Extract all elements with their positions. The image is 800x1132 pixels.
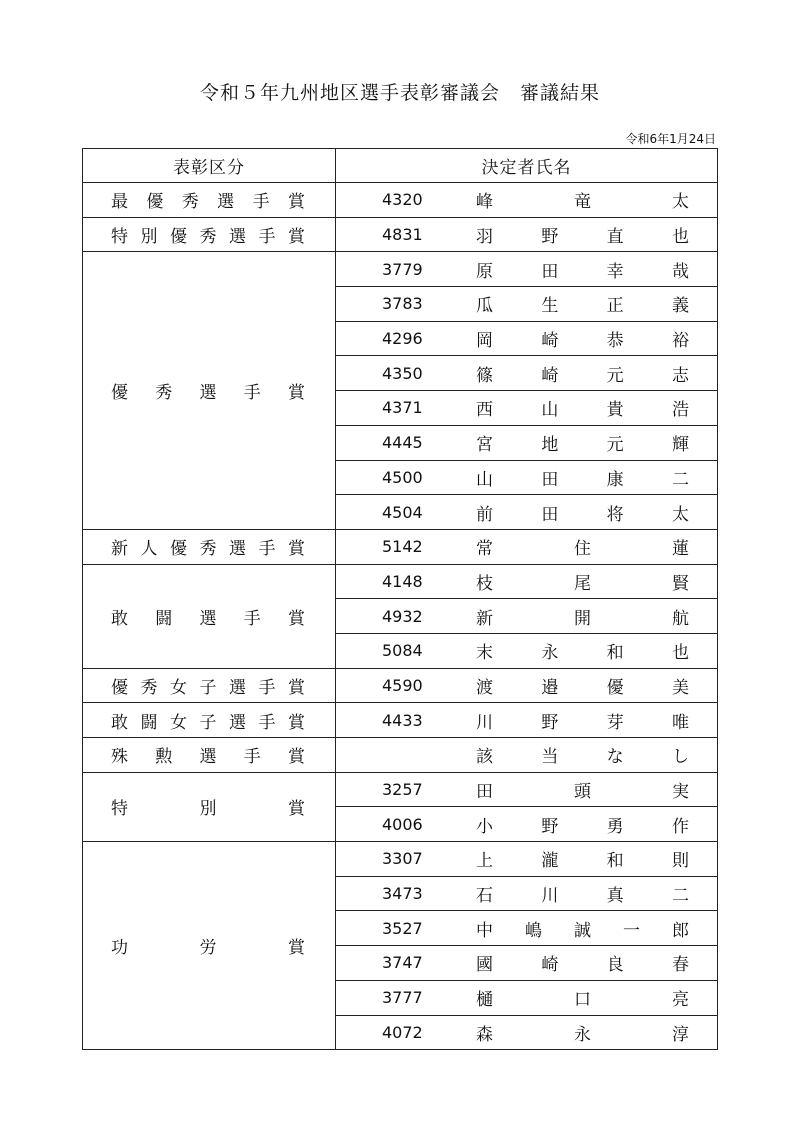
name-char: 亮	[672, 990, 689, 1011]
name-char: 山	[541, 400, 559, 421]
racer-number: 4148	[382, 571, 423, 591]
name-char: 該	[476, 747, 493, 768]
name-char: 山	[476, 469, 493, 490]
racer-name	[418, 430, 717, 455]
racer-name	[418, 881, 717, 906]
winner-cell	[336, 183, 718, 218]
award-char: 手	[243, 383, 261, 404]
racer-name	[418, 257, 717, 282]
name-char: 也	[671, 643, 689, 664]
name-char: 志	[671, 365, 689, 386]
name-char: 頭	[574, 782, 591, 803]
award-char: 選	[199, 608, 217, 629]
racer-number: 4831	[382, 225, 423, 245]
racer-number: 4320	[382, 190, 423, 210]
racer-name	[418, 673, 717, 698]
name-char: 川	[476, 712, 493, 733]
name-char: 前	[476, 504, 493, 525]
award-char: 賞	[288, 712, 305, 733]
racer-name	[418, 604, 717, 629]
award-category-label	[83, 534, 335, 559]
name-char: 勇	[606, 816, 624, 837]
name-char: 末	[476, 643, 493, 664]
name-char: な	[606, 747, 624, 768]
name-char: 中	[476, 920, 493, 941]
award-char: 敢	[111, 608, 128, 629]
name-char: 岡	[476, 331, 493, 352]
name-char: 良	[606, 955, 624, 976]
name-char: 元	[606, 365, 624, 386]
award-char: 別	[199, 799, 217, 820]
racer-number: 4932	[382, 606, 423, 626]
winner-cell	[336, 842, 718, 877]
racer-number: 4296	[382, 329, 423, 349]
racer-name	[418, 742, 717, 767]
award-char: 秀	[140, 677, 158, 698]
award-char: 手	[258, 677, 276, 698]
name-char: 春	[671, 955, 689, 976]
table-row	[83, 183, 718, 218]
winner-cell	[336, 356, 718, 391]
award-category-label	[83, 222, 335, 247]
award-char: 賞	[288, 799, 305, 820]
racer-number: 4072	[382, 1022, 423, 1042]
name-char: 哉	[671, 261, 689, 282]
winner-cell	[336, 495, 718, 530]
award-char: 選	[229, 227, 246, 248]
winner-cell	[336, 633, 718, 668]
award-category-cell	[83, 842, 336, 1050]
document-date: 令和6年1月24日	[625, 132, 716, 146]
award-char: 賞	[288, 539, 305, 560]
name-char: 口	[574, 990, 591, 1011]
racer-name	[418, 916, 717, 941]
award-category-cell	[83, 772, 336, 841]
racer-number: 4433	[382, 710, 423, 730]
table-row	[83, 564, 718, 599]
award-char: 優	[146, 192, 164, 213]
racer-number: 5084	[382, 641, 423, 661]
name-char: 実	[672, 782, 689, 803]
name-char: 田	[541, 261, 559, 282]
racer-number: 4500	[382, 467, 423, 487]
award-char: 優	[170, 539, 187, 560]
header-award-category: 表彰区分	[83, 149, 336, 183]
racer-name	[418, 777, 717, 802]
award-category-label	[83, 187, 335, 212]
racer-number: 3473	[382, 884, 423, 904]
award-category-label	[83, 378, 335, 403]
name-char: 元	[606, 435, 624, 456]
name-char: 枝	[476, 573, 493, 594]
winner-cell	[336, 703, 718, 738]
racer-name	[418, 222, 717, 247]
racer-name	[418, 361, 717, 386]
racer-name	[418, 708, 717, 733]
award-char: 手	[258, 539, 276, 560]
name-char: 永	[574, 1024, 591, 1045]
award-category-cell	[83, 564, 336, 668]
award-category-cell	[83, 703, 336, 738]
name-char: 航	[672, 608, 689, 629]
name-char: 唯	[671, 712, 689, 733]
name-char: 浩	[671, 400, 689, 421]
name-char: 野	[541, 227, 559, 248]
racer-name	[418, 569, 717, 594]
award-category-label	[83, 933, 335, 958]
racer-number: 5142	[382, 537, 423, 557]
racer-number: 4590	[382, 675, 423, 695]
name-char: 瓜	[476, 296, 493, 317]
name-char: 篠	[476, 365, 493, 386]
table-row	[83, 703, 718, 738]
name-char: 直	[606, 227, 624, 248]
racer-name	[418, 326, 717, 351]
racer-name	[418, 638, 717, 663]
name-char: 崎	[541, 955, 559, 976]
name-char: 開	[574, 608, 591, 629]
award-char: 手	[243, 747, 261, 768]
winner-cell	[336, 1015, 718, 1050]
name-char: 則	[671, 851, 689, 872]
racer-number: 3307	[382, 849, 423, 869]
racer-number: 3747	[382, 953, 423, 973]
award-char: 子	[199, 712, 217, 733]
winner-cell	[336, 738, 718, 773]
award-char: 選	[229, 539, 246, 560]
winner-cell	[336, 287, 718, 322]
award-char: 優	[170, 227, 187, 248]
name-char: 恭	[606, 331, 624, 352]
award-char: 特	[111, 799, 128, 820]
award-category-cell	[83, 738, 336, 773]
name-char: 和	[606, 851, 624, 872]
table-row	[83, 529, 718, 564]
award-char: 賞	[287, 192, 305, 213]
winner-cell	[336, 772, 718, 807]
award-char: 賞	[288, 227, 305, 248]
name-char: 常	[476, 539, 493, 560]
award-char: 賞	[288, 938, 305, 959]
racer-number: 4350	[382, 363, 423, 383]
name-char: 國	[476, 955, 493, 976]
name-char: 輝	[671, 435, 689, 456]
winner-cell	[336, 529, 718, 564]
name-char: 渡	[476, 677, 493, 698]
award-char: 選	[199, 383, 217, 404]
name-char: 瀧	[541, 851, 559, 872]
racer-name	[418, 187, 717, 212]
name-char: 崎	[541, 365, 559, 386]
name-char: 美	[671, 677, 689, 698]
award-category-label	[83, 673, 335, 698]
name-char: 峰	[476, 192, 493, 213]
award-char: 子	[199, 677, 217, 698]
winner-cell	[336, 321, 718, 356]
award-category-cell	[83, 183, 336, 218]
name-char: 二	[671, 886, 689, 907]
racer-name	[418, 846, 717, 871]
award-char: 殊	[111, 747, 128, 768]
name-char: 邉	[541, 677, 559, 698]
name-char: 嶋	[525, 920, 542, 941]
award-category-label	[83, 708, 335, 733]
award-category-label	[83, 794, 335, 819]
table-row	[83, 252, 718, 287]
name-char: 二	[671, 469, 689, 490]
racer-number: 3783	[382, 294, 423, 314]
award-char: 秀	[155, 383, 173, 404]
award-char: 闘	[140, 712, 158, 733]
name-char: 樋	[476, 990, 493, 1011]
award-char: 賞	[288, 608, 305, 629]
name-char: 義	[671, 296, 689, 317]
award-char: 功	[111, 938, 128, 959]
name-char: 川	[541, 886, 559, 907]
winner-cell	[336, 391, 718, 426]
name-char: 優	[606, 677, 624, 698]
name-char: 野	[541, 712, 559, 733]
name-char: 地	[541, 435, 559, 456]
name-char: 森	[476, 1024, 493, 1045]
name-char: 田	[476, 782, 493, 803]
award-category-cell	[83, 529, 336, 564]
name-char: 裕	[671, 331, 689, 352]
name-char: 小	[476, 816, 493, 837]
winner-cell	[336, 876, 718, 911]
name-char: 一	[623, 920, 640, 941]
name-char: 将	[606, 504, 624, 525]
table-row	[83, 842, 718, 877]
racer-number: 3779	[382, 259, 423, 279]
table-row	[83, 738, 718, 773]
name-char: 新	[476, 608, 493, 629]
award-char: 手	[243, 608, 261, 629]
result-table	[82, 148, 718, 1050]
award-char: 優	[111, 677, 128, 698]
name-char: 真	[606, 886, 624, 907]
racer-number: 3777	[382, 988, 423, 1008]
award-category-label	[83, 604, 335, 629]
name-char: 田	[541, 504, 559, 525]
header-winner-name: 決定者氏名	[336, 149, 718, 183]
name-char: 和	[606, 643, 624, 664]
award-char: 賞	[288, 747, 305, 768]
name-char: 上	[476, 851, 493, 872]
name-char: 当	[541, 747, 559, 768]
name-char: 尾	[574, 573, 591, 594]
award-char: 選	[217, 192, 235, 213]
award-char: 賞	[288, 383, 305, 404]
name-char: 羽	[476, 227, 493, 248]
name-char: 永	[541, 643, 559, 664]
name-char: 西	[476, 400, 493, 421]
name-char: 石	[476, 886, 493, 907]
racer-name	[418, 812, 717, 837]
award-char: 敢	[111, 712, 128, 733]
name-char: 原	[476, 261, 493, 282]
name-char: 芽	[606, 712, 624, 733]
table-header-row	[83, 149, 718, 183]
name-char: 宮	[476, 435, 493, 456]
award-char: 選	[229, 677, 246, 698]
name-char: 生	[541, 296, 559, 317]
name-char: 太	[672, 192, 689, 213]
winner-cell	[336, 217, 718, 252]
award-char: 選	[229, 712, 246, 733]
name-char: 太	[671, 504, 689, 525]
award-char: 手	[252, 192, 270, 213]
name-char: 竜	[574, 192, 591, 213]
award-category-cell	[83, 217, 336, 252]
racer-number: 3527	[382, 918, 423, 938]
racer-name	[418, 500, 717, 525]
table-row	[83, 668, 718, 703]
winner-cell	[336, 425, 718, 460]
award-char: 秀	[181, 192, 199, 213]
award-category-label	[83, 742, 335, 767]
name-char: 郎	[672, 920, 689, 941]
name-char: 幸	[606, 261, 624, 282]
award-char: 女	[170, 677, 187, 698]
racer-number: 4504	[382, 502, 423, 522]
racer-number: 4371	[382, 398, 423, 418]
winner-cell	[336, 807, 718, 842]
winner-cell	[336, 946, 718, 981]
name-char: 作	[671, 816, 689, 837]
racer-name	[418, 465, 717, 490]
racer-name	[418, 950, 717, 975]
racer-name	[418, 291, 717, 316]
name-char: 住	[574, 539, 591, 560]
name-char: 康	[606, 469, 624, 490]
award-char: 特	[111, 227, 128, 248]
winner-cell	[336, 668, 718, 703]
name-char: 也	[671, 227, 689, 248]
winner-cell	[336, 980, 718, 1015]
award-char: 手	[258, 712, 276, 733]
award-char: 秀	[199, 539, 217, 560]
award-char: 手	[258, 227, 276, 248]
racer-name	[418, 534, 717, 559]
award-char: 選	[199, 747, 217, 768]
award-char: 秀	[199, 227, 217, 248]
award-char: 新	[111, 539, 128, 560]
name-char: 野	[541, 816, 559, 837]
award-char: 最	[111, 192, 128, 213]
name-char: 蓮	[672, 539, 689, 560]
page-title: 令和５年九州地区選手表彰審議会 審議結果	[199, 82, 600, 104]
award-char: 人	[140, 539, 158, 560]
table-row	[83, 772, 718, 807]
racer-number: 4445	[382, 433, 423, 453]
name-char: 誠	[574, 920, 591, 941]
award-char: 女	[170, 712, 187, 733]
table-row	[83, 217, 718, 252]
winner-cell	[336, 599, 718, 634]
racer-number: 3257	[382, 780, 423, 800]
award-category-cell	[83, 252, 336, 530]
winner-cell	[336, 460, 718, 495]
name-char: 正	[606, 296, 624, 317]
name-char: 貴	[606, 400, 624, 421]
racer-number: 4006	[382, 814, 423, 834]
racer-name	[418, 395, 717, 420]
name-char: し	[671, 747, 689, 768]
award-char: 別	[140, 227, 158, 248]
award-char: 労	[199, 938, 217, 959]
name-char: 崎	[541, 331, 559, 352]
name-char: 淳	[672, 1024, 689, 1045]
award-char: 優	[111, 383, 128, 404]
racer-name	[418, 1020, 717, 1045]
name-char: 賢	[672, 573, 689, 594]
winner-cell	[336, 564, 718, 599]
winner-cell	[336, 252, 718, 287]
racer-name	[418, 985, 717, 1010]
winner-cell	[336, 911, 718, 946]
award-char: 勲	[155, 747, 173, 768]
name-char: 田	[541, 469, 559, 490]
award-char: 闘	[155, 608, 173, 629]
award-char: 賞	[288, 677, 305, 698]
award-category-cell	[83, 668, 336, 703]
